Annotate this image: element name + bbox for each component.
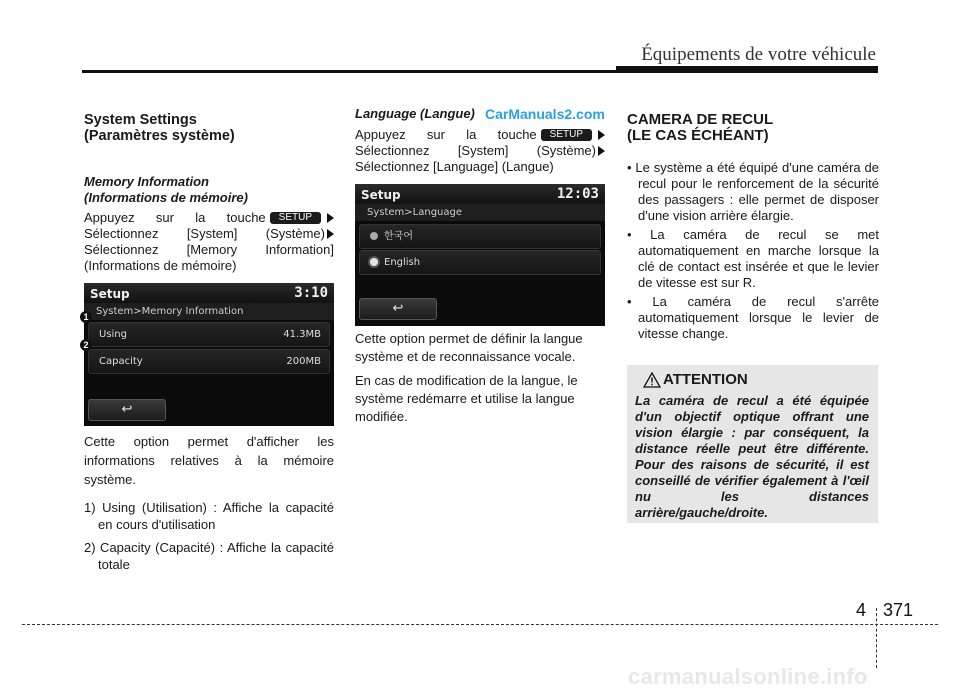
camera-bullet-list (627, 160, 879, 342)
step-select-memory-fr: (Informations de mémoire) (84, 258, 237, 273)
section-heading-fr: (LE CAS ÉCHÉANT) (627, 127, 769, 144)
step-press-setup: Appuyez sur la touche SETUP (84, 210, 334, 226)
language-option-korean: 한국어 (359, 224, 601, 249)
arrow-right-icon (327, 229, 334, 239)
back-button: ↩ (359, 298, 437, 320)
section-heading: CAMERA DE RECUL (627, 111, 774, 128)
running-header: Équipements de votre véhicule (641, 44, 876, 65)
column-language (355, 106, 605, 426)
capacity-value: 200MB (286, 356, 321, 367)
step-press-setup: Appuyez sur la touche SETUP (355, 127, 605, 143)
footer-rule (22, 624, 938, 625)
memory-description: Cette option permet d'afficher les informations relatives à la mémoire système. (84, 434, 334, 487)
callout-1: 1 (80, 311, 92, 323)
footer-divider (876, 608, 877, 668)
callout-2: 2 (80, 339, 92, 351)
subheading: Language (Langue) (355, 106, 475, 121)
capacity-row: Capacity 200MB (88, 349, 330, 374)
section-heading: System Settings (84, 112, 197, 128)
bullet-item: • La caméra de recul se met automatiquement en marche lorsque la clé de contact est insérée et que le levier de vitesse est sur R. (627, 227, 879, 290)
language-screenshot (355, 184, 605, 326)
language-subheading-row (355, 106, 605, 122)
screen-breadcrumb: System>Language (355, 204, 605, 221)
arrow-right-icon (598, 146, 605, 156)
site-watermark: carmanualsonline.info (628, 664, 868, 689)
column-system-settings (84, 112, 334, 573)
bullet-item: • La caméra de recul s'arrête automatiquement lorsque le levier de vitesse change. (627, 294, 879, 341)
subheading-fr: (Informations de mémoire) (84, 190, 248, 205)
header-rule-tab (616, 66, 878, 73)
warning-icon (643, 372, 661, 388)
language-change-note: En cas de modification de la langue, le système redémarre et utilise la langue modifiée. (355, 373, 578, 424)
step-select-system: Sélectionnez [System] (Système) (84, 226, 334, 242)
section-heading-fr: (Paramètres système) (84, 128, 235, 144)
screen-title: Setup (361, 188, 401, 202)
bullet-item: • Le système a été équipé d'une caméra de recul pour le renforcement de la sécurité des passagers : elle permet de disposer d'une vision arrière élargie. (627, 160, 879, 223)
screen-clock: 3:10 (294, 285, 328, 301)
arrow-right-icon (598, 130, 605, 140)
attention-box (627, 365, 878, 523)
attention-body: La caméra de recul a été équipée d'un objectif optique offrant une vision élargie : par conséquent, la distance réelle peut être différente. Pour des raisons de sécurité, il est conseillé de vérifier également à l'œil nu les distances arrière/gauche/droite. (635, 393, 869, 520)
setup-key-badge: SETUP (270, 212, 321, 224)
page-number: 371 (883, 600, 914, 620)
step-select-system: Sélectionnez [System] (Système) (355, 143, 605, 159)
step-select-language: Sélectionnez [Language] (Langue) (355, 159, 554, 174)
watermark-text: CarManuals2.com (485, 106, 605, 122)
screen-breadcrumb: System>Memory Information (84, 303, 334, 320)
column-camera (627, 112, 879, 342)
radio-icon (370, 232, 378, 240)
step-select-memory: Sélectionnez [Memory Information] (84, 242, 334, 257)
arrow-right-icon (327, 213, 334, 223)
language-option-english: English (359, 250, 601, 275)
screen-clock: 12:03 (556, 186, 599, 202)
setup-key-badge: SETUP (541, 129, 592, 141)
numbered-item-2: 2) Capacity (Capacité) : Affiche la capacité totale (84, 540, 334, 572)
using-value: 41.3MB (283, 329, 321, 340)
subheading: Memory Information (84, 174, 209, 189)
using-row: Using 41.3MB (88, 322, 330, 347)
numbered-item-1: 1) Using (Utilisation) : Affiche la capacité en cours d'utilisation (84, 500, 334, 532)
back-button: ↩ (88, 399, 166, 421)
memory-info-screenshot (84, 283, 334, 426)
screen-title: Setup (90, 287, 130, 301)
attention-title: ATTENTION (635, 371, 869, 389)
language-description: Cette option permet de définir la langue système et de reconnaissance vocale. (355, 331, 583, 364)
radio-selected-icon (370, 258, 378, 266)
chapter-number: 4 (856, 600, 867, 620)
